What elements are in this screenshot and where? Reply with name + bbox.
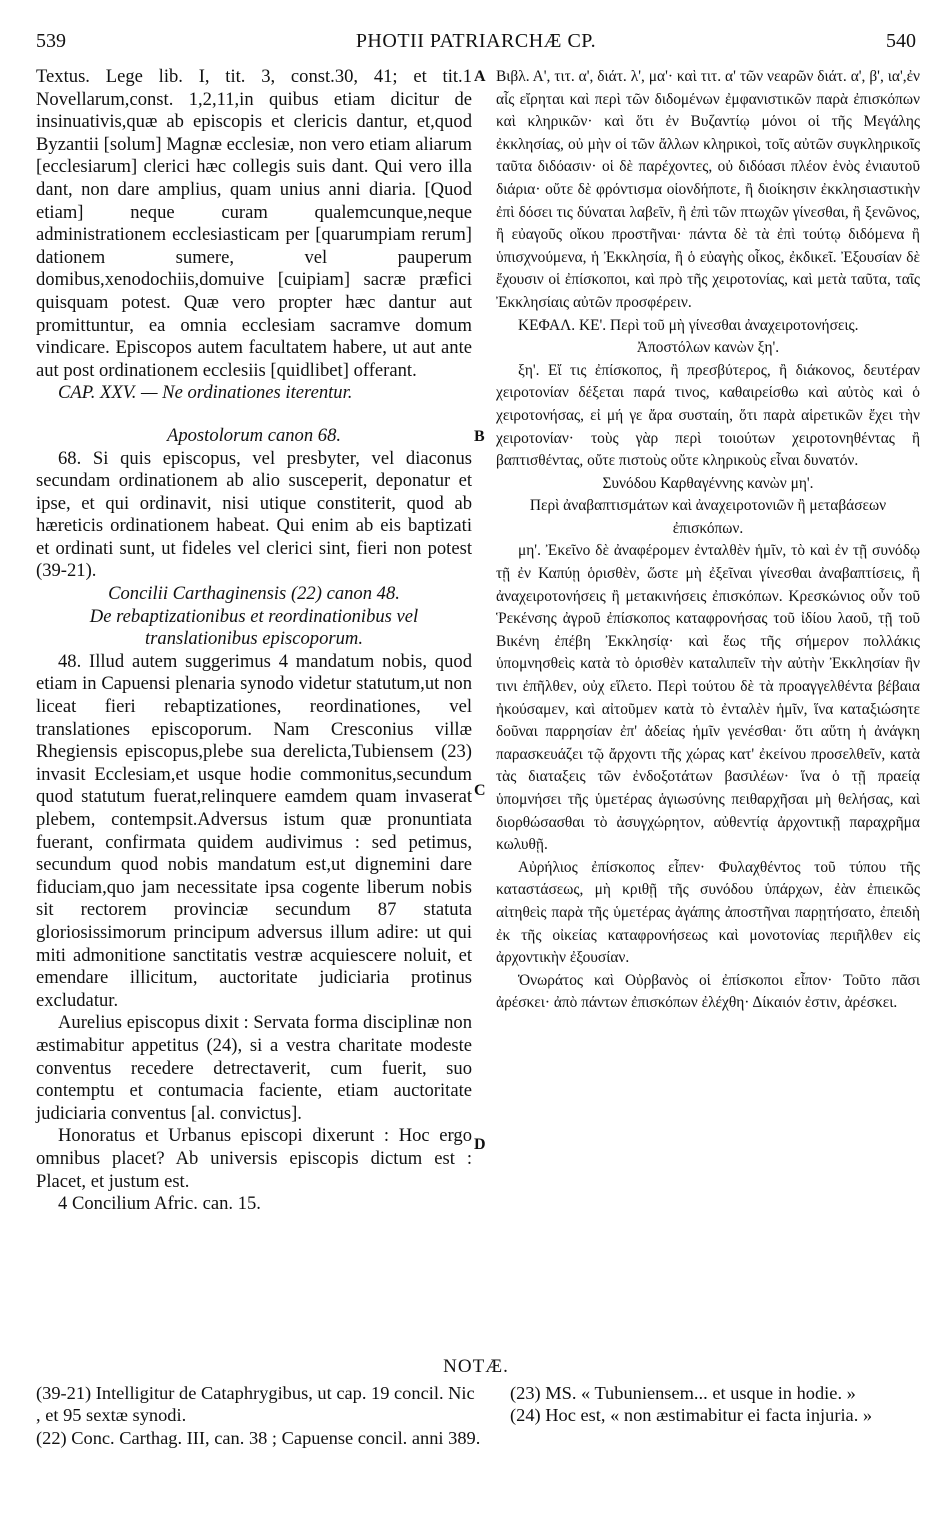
latin-heading-apostolorum: Apostolorum canon 68. [166,424,342,446]
margin-letter-b: B [474,428,485,445]
latin-paragraph-48: 48. Illud autem suggerimus 4 mandatum nobis, quod etiam in Capuensi plenaria synodo videtur statutum,ut non liceat fieri rebaptizationes, reordinationes, vel translationes episcoporum. Nam Cresconius villæ Rhegiensis episcopus,plebe sua derelicta,Tubiensem (23) invasit Ecclesiam,et usque hodie commonitus,secundum quod statutum fuerat,relinquere eamdem quam invaserat plebem, contempsit.Adversus istum quæ pronuntiata fuerant, confirmata quidem audivimus : sed petimus, secundum quod nobis mandatum est,ut dignemini dare fiduciam,quo jam necessitate ipsa cogente liberum nobis sit rectorem provinciæ secundum 87 statuta gloriosissimorum principum adversus illum adire: ut qui miti admonitione sanctitatis vestræ acquiescere noluit, et emendare illicitum, auctoritate judiciaria protinus excludatur. [36,650,472,1011]
notes-right-column [510,1382,926,1427]
latin-paragraph-aurelius: Aurelius episcopus dixit : Servata forma disciplinæ non æstimabitur appetitus (24), si a vestra charitate modeste conventus recedere detrectaverit, cum fuerit, suo contemptu et contumacia faciente, etiam auctoritate judiciaria conventus [al. convictus]. [36,1012,472,1124]
note-39-21: (39-21) Intelligitur de Cataphrygibus, ut cap. 19 concil. Nic , et 95 sextæ synodi. [36,1383,475,1426]
margin-letter-c: C [474,782,486,799]
latin-heading-rebaptizationibus: De rebaptizationibus et reordinationibus vel translationibus episcoporum. [89,605,419,650]
greek-chapter-heading: ΚΕΦΑΛ. ΚΕ'. Περὶ τοῦ μὴ γίνεσθαι ἀναχειροτονήσεις. [518,316,859,334]
greek-heading-apostolon: Ἀποστόλων κανὼν ξη'. [636,339,780,357]
latin-column [36,66,472,1216]
greek-paragraph-honoratus: Ὁνωράτος καὶ Οὐρβανὸς οἱ ἐπίσκοποι εἶπον· Τοῦτο πᾶσι ἀρέσκει· ἀπὸ πάντων ἐπισκόπων ἐλέχθη· Δίκαιόν ἐστιν, ἀρέσκει. [496,971,920,1012]
page-number-right: 540 [886,30,916,52]
greek-heading-synodou: Συνόδου Καρθαγέννης κανὼν μη'. [602,474,814,492]
greek-heading-peri: Περὶ ἀναβαπτισμάτων καὶ ἀναχειροτονιῶν ἢ μεταβάσεων ἐπισκόπων. [529,497,887,537]
latin-paragraph-textus: Textus. Lege lib. I, tit. 3, const.30, 41; et tit.1 Novellarum,const. 1,2,11,in quibus etiam dicitur de insinuativis,quæ ab episcopis et clericis dantur, et,quod Byzantii [solum] Magnæ ecclesiæ, non vero etiam aliarum [ecclesiarum] clerici hæc collegis suis dant. Qui vero illa dant, non dare amplius, quam unius anni diaria. [Quod etiam] neque curam qualemcunque,neque administrationem ecclesiasticam per [quarumpiam rerum] dationem sumere, vel pauperum domibus,xenodochiis,domuive [cuipiam] sacræ præfici quisquam potest. Quæ vero propter hæc dantur aut promittuntur, ea omnia ecclesiam sacramve domum vindicare. Episcopos autem facultatem habere, ut aut ante aut post ordinationem ecclesiis [quidlibet] offerant. [36,66,472,381]
note-23: (23) MS. « Tubuniensem... et usque in hodie. » [510,1383,856,1403]
greek-paragraph-biblion: Βιβλ. Α', τιτ. α', διάτ. λ', μα'· καὶ τιτ. α' τῶν νεαρῶν διάτ. α', β', ια',ἐν αἷς εἴρηται καὶ περὶ τῶν διδομένων ἐμφανιστικῶν παρὰ ἐπισκόπων καὶ κληρικῶν· καὶ ὅτι ἐν Βυζαντίῳ μόνοι οἱ τῆς Μεγάλης ἐκκλησίας, οὐ μὴν οἱ τῶν ἄλλων κληρικοὶ, τοῖς αὐτῶν συγκληρικοῖς ταῦτα διδόασιν· οἱ δὲ παρέχοντες, οὐ διδόασι πλέον ἑνὸς ἐνιαυτοῦ διάρια· οὔτε δὲ φρόντισμα οἱονδήποτε, ἢ διοίκησιν ἐκκλησιαστικὴν ἐπὶ δόσει τις δύναται λαβεῖν, ἢ ἐπὶ τῶν πτωχῶν γίνεσθαι, ἢ ξενῶνος, ἢ εὐαγοῦς οἴκου προστῆναι· πάντα δὲ τὰ ἐπὶ τούτῳ διδόμενα ἢ ὑπισχνούμενα, ἡ Ἐκκλησία, ἢ ὁ εὐαγὴς οἶκος, ἐκδικεῖ. Ἐξουσίαν δὲ ἔχουσιν οἱ ἐπίσκοποι, καὶ πρὸ τῆς χειροτονίας, καὶ μετὰ ταῦτα, ταῖς Ἐκκλησίαις αὐτῶν προσφέρειν. [496,68,920,311]
greek-paragraph-48: μη'. Ἐκεῖνο δὲ ἀναφέρομεν ἐνταλθὲν ἡμῖν, τὸ καὶ ἐν τῇ συνόδῳ τῇ ἐν Καπύῃ ὁρισθὲν, ὥστε μὴ ἐξεῖναι γίνεσθαι ἀναβαπτίσεις, ἢ ἀναχειροτονήσεις ἢ μετακινήσεις ἐπισκόπων. Κρεσκώνιος οὖν τοῦ Ῥεκένσης ἀγροῦ ἐπίσκοπος καταφρονήσας τοῦ ἰδίου λαοῦ, τῇ τοῦ Βικένη ἐπέβη Ἐκκλησίᾳ· καὶ ἕως τῆς σήμερον πολλάκις ὑπομνησθεὶς κατὰ τὸ ὁρισθὲν καταλιπεῖν τὴν αὐτὴν Ἐκκλησίαν ἣν τινι ἐπῆλθεν, οὐχ εἵλετο. Περὶ τούτου δὲ τὰ προαγγελθέντα βέβαια ἠκούσαμεν, καὶ αἰτοῦμεν κατὰ τὸ ἐνταλὲν ἡμῖν, ἵνα καταξιώσητε δοῦναι παρρησίαν ἐπ' ἀδείας ἡμῖν γενέσθαι· ὅτι αὕτη ἡ ἀνάγκη παρασκευάζει τῷ ἄρχοντι τῆς χώρας κατ' ἐκείνου προσελθεῖν, κατὰ τὰς διαταξεις τῶν ἐνδοξοτάτων βασιλέων· ἵνα ὁ τῇ πραείᾳ ὑπομνήσει τῆς ὑμετέρας ἁγιωσύνης πειθαρχῆσαι μὴ θελήσας, καὶ διορθώσασθαι τὸ ἀσυγχώρητον, αὐθεντίᾳ ἀρχοντικῇ παραχρῆμα κωλυθῇ. [496,542,920,854]
latin-paragraph-68: 68. Si quis episcopus, vel presbyter, vel diaconus secundam ordinationem ab alio susceperit, deponatur et ipse, et qui ordinavit, nisi utique constiterit, quod ab hæreticis ordinationem habeat. Qui enim ab eis baptizati et ordinati sunt, ut fideles vel clerici sint, fieri non potest (39-21). [36,447,472,582]
margin-letter-a: A [474,68,486,85]
notes-title: NOTÆ. [443,1356,509,1377]
notes-left-column [36,1382,482,1449]
greek-column [496,66,920,1015]
greek-paragraph-68: ξη'. Εἴ τις ἐπίσκοπος, ἢ πρεσβύτερος, ἢ διάκονος, δευτέραν χειροτονίαν δέξεται παρά τινος, καθαιρείσθω καὶ αὐτὸς καὶ ὁ χειροτονήσας, εἰ μή γε ἄρα συσταίη, ὅτι παρὰ αἱρετικῶν ἔχει τὴν χειροτονίαν· τοὺς γὰρ περὶ τοιούτων χειροτονηθέντας ἢ βαπτισθέντας, οὔτε πιστοὺς οὔτε κληρικοὺς εἶναι δυνατόν. [496,361,920,470]
spacer [36,405,472,425]
page-number-left: 539 [36,30,66,52]
margin-letter-d: D [474,1136,486,1153]
greek-paragraph-aurelius: Αὐρήλιος ἐπίσκοπος εἶπεν· Φυλαχθέντος τοῦ τύπου τῆς καταστάσεως, μὴ κριθῇ τῆς συνόδου ὑπάρχων, ἐὰν ἐπιεικῶς αἰτηθεὶς παρὰ τῆς ὑμετέρας ἀγάπης ἀποστῆναι παρῃτήσατο, ἐπειδὴ ἐκ τῆς οἰκείας καταφρονήσεως καὶ μονοτονίας περιῆλθεν εἰς ἀρχοντικὴν ἐξουσίαν. [496,858,920,967]
latin-paragraph-honoratus: Honoratus et Urbanus episcopi dixerunt : Hoc ergo omnibus placet? Ab universis episcopis dictum est : Placet, et justum est. [36,1125,472,1192]
latin-chapter-heading: CAP. XXV. — Ne ordinationes iterentur. [58,382,353,404]
latin-heading-concilii: Concilii Carthaginensis (22) canon 48. [108,583,400,605]
running-title: PHOTII PATRIARCHÆ CP. [355,30,597,52]
running-header [36,30,916,58]
note-24: (24) Hoc est, « non æstimabitur ei facta injuria. » [510,1405,873,1426]
note-22: (22) Conc. Carthag. III, can. 38 ; Capuense concil. anni 389. [36,1427,481,1448]
latin-footnote: 4 Concilium Afric. can. 15. [58,1193,261,1215]
